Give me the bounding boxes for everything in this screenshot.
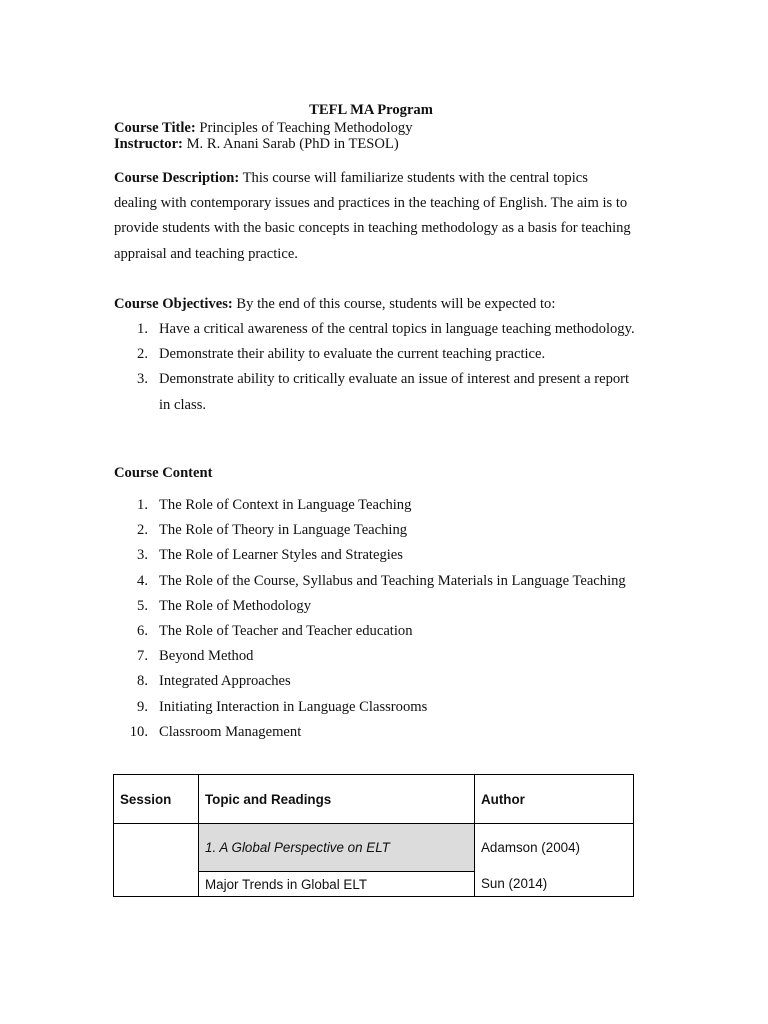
list-item xyxy=(114,644,639,669)
list-item xyxy=(114,594,639,619)
item-text: The Role of Context in Language Teaching xyxy=(159,497,412,513)
column-header-topic: Topic and Readings xyxy=(199,775,475,824)
instructor-label: Instructor: xyxy=(114,136,183,152)
topic-cell: Major Trends in Global ELT xyxy=(199,872,475,897)
item-number: 10. xyxy=(129,723,148,740)
list-item xyxy=(114,669,639,694)
item-text: The Role of Teacher and Teacher education xyxy=(159,623,413,640)
list-item xyxy=(114,695,639,720)
item-text: The Role of Theory in Language Teaching xyxy=(159,522,408,539)
item-number: 1. xyxy=(137,321,148,337)
item-text: The Role of Learner Styles and Strategies xyxy=(159,547,403,564)
list-item xyxy=(114,317,639,342)
item-number: 9. xyxy=(137,698,148,715)
item-text: Initiating Interaction in Language Classrooms xyxy=(159,698,428,715)
item-number: 5. xyxy=(137,597,148,614)
list-item xyxy=(114,569,639,594)
course-title-label: Course Title: xyxy=(114,120,196,136)
table-header-row xyxy=(114,775,634,824)
item-number: 7. xyxy=(137,648,148,665)
author-cell: Adamson (2004) xyxy=(475,824,634,872)
list-item xyxy=(114,720,639,745)
list-item xyxy=(114,493,639,518)
course-title-line xyxy=(114,120,413,137)
session-table xyxy=(113,774,634,897)
course-title-value: Principles of Teaching Methodology xyxy=(199,120,413,136)
item-number: 3. xyxy=(137,547,148,564)
item-text: Beyond Method xyxy=(159,648,254,665)
description-label: Course Description: xyxy=(114,170,240,186)
item-number: 8. xyxy=(137,673,148,690)
item-text: The Role of the Course, Syllabus and Teaching Materials in Language Teaching xyxy=(159,572,626,589)
course-content-heading: Course Content xyxy=(114,465,213,481)
objectives-label: Course Objectives: xyxy=(114,296,233,312)
session-cell xyxy=(114,824,199,897)
table-row xyxy=(114,824,634,872)
description-text: This course will familiarize students with the central topics dealing with contemporary issues and practices in the teaching of English. The aim is to provide students with the basic concepts in teaching methodology as a basis for teaching appraisal and teaching practice. xyxy=(114,170,631,262)
item-number: 6. xyxy=(137,623,148,640)
item-number: 2. xyxy=(137,522,148,539)
column-header-session: Session xyxy=(114,775,199,824)
list-item xyxy=(114,619,639,644)
item-number: 3. xyxy=(137,371,148,388)
objectives-line xyxy=(114,296,555,313)
item-text: Have a critical awareness of the central topics in language teaching methodology. xyxy=(159,321,635,337)
item-text: The Role of Methodology xyxy=(159,597,311,614)
program-title: TEFL MA Program xyxy=(309,102,433,118)
item-number: 1. xyxy=(137,497,148,513)
item-text: Integrated Approaches xyxy=(159,673,291,690)
list-item xyxy=(114,518,639,543)
course-description xyxy=(114,166,634,267)
instructor-line xyxy=(114,136,399,153)
item-text: Demonstrate their ability to evaluate the current teaching practice. xyxy=(159,346,546,363)
item-text: Demonstrate ability to critically evaluate an issue of interest and present a report in class. xyxy=(159,371,630,413)
column-header-author: Author xyxy=(475,775,634,824)
objectives-list xyxy=(114,317,639,418)
item-number: 4. xyxy=(137,572,148,589)
list-item xyxy=(114,367,639,417)
author-cell: Sun (2014) xyxy=(475,872,634,897)
course-content-list xyxy=(114,493,639,745)
instructor-value: M. R. Anani Sarab (PhD in TESOL) xyxy=(186,136,399,152)
topic-cell: 1. A Global Perspective on ELT xyxy=(199,824,475,872)
item-number: 2. xyxy=(137,346,148,363)
list-item xyxy=(114,342,639,367)
objectives-intro: By the end of this course, students will be expected to: xyxy=(236,296,556,312)
item-text: Classroom Management xyxy=(159,723,302,740)
list-item xyxy=(114,543,639,568)
